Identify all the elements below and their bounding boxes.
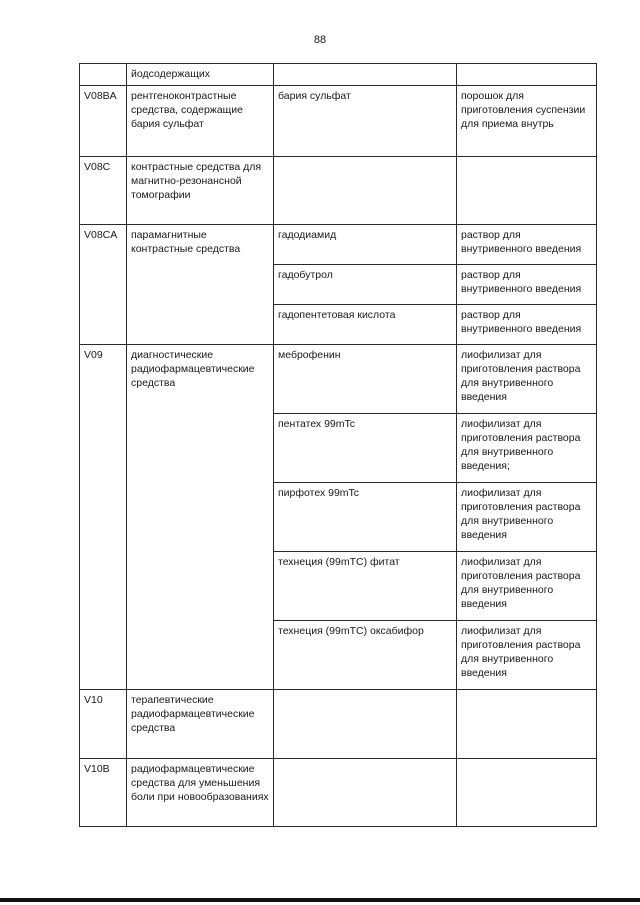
drug-name-cell: гадопентетовая кислота: [274, 305, 457, 345]
drug-name-cell: [274, 690, 457, 759]
drug-classification-table: [79, 63, 597, 827]
drug-name-cell: бария сульфат: [274, 86, 457, 157]
dosage-form-cell: [457, 64, 597, 86]
atc-code-cell: [80, 64, 127, 86]
drug-name-cell: технеция (99mTC) фитат: [274, 552, 457, 621]
dosage-form-cell: [457, 690, 597, 759]
dosage-form-cell: раствор для внутривенного введения: [457, 225, 597, 265]
table-row: [80, 345, 597, 414]
drug-name-cell: [274, 157, 457, 225]
dosage-form-cell: [457, 759, 597, 827]
dosage-form-cell: раствор для внутривенного введения: [457, 265, 597, 305]
atc-code-cell: V08BA: [80, 86, 127, 157]
dosage-form-cell: лиофилизат для приготовления раствора для внутривенного введения: [457, 552, 597, 621]
dosage-form-cell: лиофилизат для приготовления раствора для внутривенного введения: [457, 483, 597, 552]
group-name-cell: рентгеноконтрастные средства, содержащие бария сульфат: [127, 86, 274, 157]
group-name-cell: йодсодержащих: [127, 64, 274, 86]
table-row: [80, 86, 597, 157]
table-row: [80, 759, 597, 827]
atc-code-cell: V10: [80, 690, 127, 759]
dosage-form-cell: лиофилизат для приготовления раствора для внутривенного введения: [457, 345, 597, 414]
drug-name-cell: [274, 64, 457, 86]
dosage-form-cell: раствор для внутривенного введения: [457, 305, 597, 345]
page-bottom-edge: [0, 898, 640, 902]
atc-code-cell: V08C: [80, 157, 127, 225]
dosage-form-cell: лиофилизат для приготовления раствора для внутривенного введения;: [457, 414, 597, 483]
group-name-cell: радиофармацевтические средства для уменьшения боли при новообразованиях: [127, 759, 274, 827]
drug-name-cell: пирфотех 99mTc: [274, 483, 457, 552]
drug-name-cell: гадобутрол: [274, 265, 457, 305]
drug-name-cell: пентатех 99mTc: [274, 414, 457, 483]
dosage-form-cell: [457, 157, 597, 225]
drug-name-cell: гадодиамид: [274, 225, 457, 265]
atc-code-cell: V10B: [80, 759, 127, 827]
table-row: [80, 225, 597, 265]
drug-name-cell: [274, 759, 457, 827]
page-number: 88: [313, 34, 327, 46]
atc-code-cell: V09: [80, 345, 127, 690]
table-row: [80, 64, 597, 86]
group-name-cell: терапевтические радиофармацевтические средства: [127, 690, 274, 759]
group-name-cell: парамагнитные контрастные средства: [127, 225, 274, 345]
atc-code-cell: V08CA: [80, 225, 127, 345]
table-row: [80, 157, 597, 225]
table-row: [80, 690, 597, 759]
dosage-form-cell: лиофилизат для приготовления раствора для внутривенного введения: [457, 621, 597, 690]
group-name-cell: контрастные средства для магнитно-резонансной томографии: [127, 157, 274, 225]
group-name-cell: диагностические радиофармацевтические средства: [127, 345, 274, 690]
drug-name-cell: меброфенин: [274, 345, 457, 414]
drug-name-cell: технеция (99mTC) оксабифор: [274, 621, 457, 690]
dosage-form-cell: порошок для приготовления суспензии для приема внутрь: [457, 86, 597, 157]
